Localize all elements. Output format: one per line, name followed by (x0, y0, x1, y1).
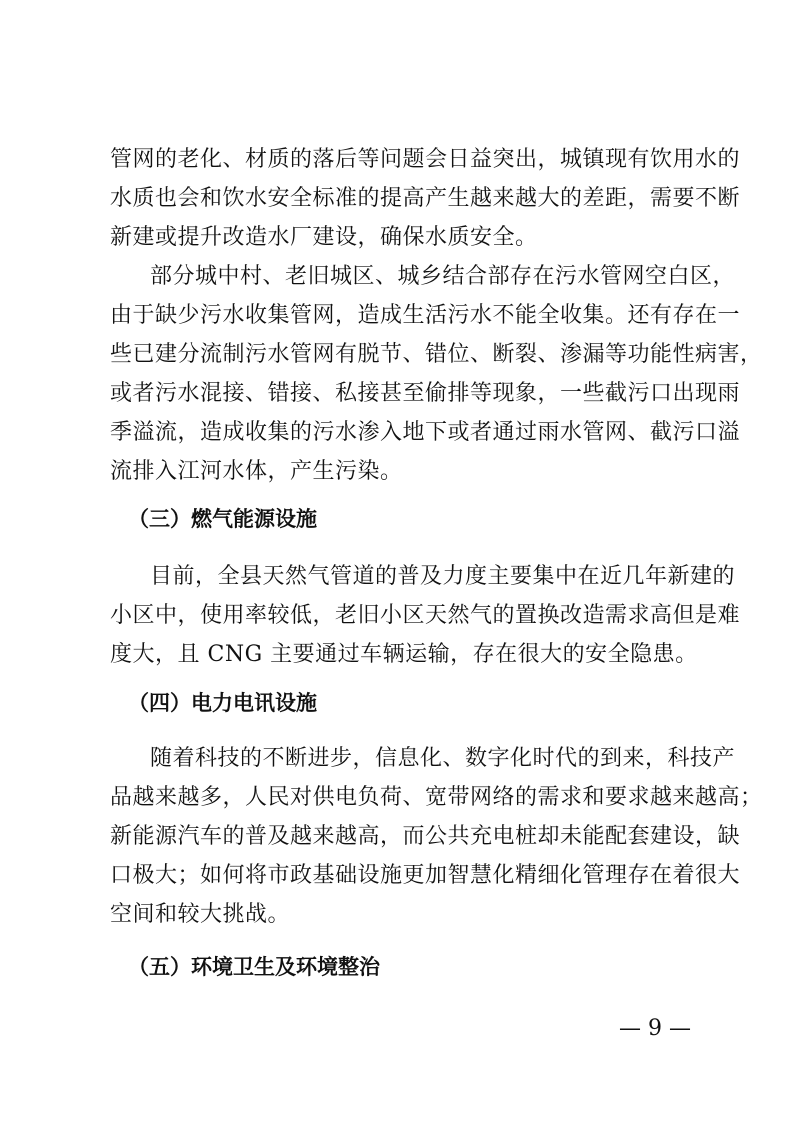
paragraph-line: 或者污水混接、错接、私接甚至偷排等现象，一些截污口出现雨 (110, 381, 741, 406)
section-heading: （五）环境卫生及环境整治 (128, 955, 380, 979)
paragraph-line: 口极大；如何将市政基础设施更加智慧化精细化管理存在着很大 (110, 863, 741, 888)
paragraph-line: 部分城中村、老旧城区、城乡结合部存在污水管网空白区， (150, 264, 736, 289)
paragraph-line: 新建或提升改造水厂建设，确保水质安全。 (110, 225, 538, 250)
paragraph-line: 管网的老化、材质的落后等问题会日益突出，城镇现有饮用水的 (110, 147, 741, 172)
paragraph-line: 水质也会和饮水安全标准的提高产生越来越大的差距，需要不断 (110, 186, 741, 211)
paragraph-line: 流排入江河水体，产生污染。 (110, 459, 403, 484)
paragraph-line: 随着科技的不断进步，信息化、数字化时代的到来，科技产 (150, 746, 736, 771)
paragraph-line: 季溢流，造成收集的污水渗入地下或者通过雨水管网、截污口溢 (110, 420, 741, 445)
paragraph-line: 空间和较大挑战。 (110, 902, 291, 927)
paragraph-line: 些已建分流制污水管网有脱节、错位、断裂、渗漏等功能性病害， (110, 342, 763, 367)
paragraph-line: 由于缺少污水收集管网，造成生活污水不能全收集。还有存在一 (110, 303, 741, 328)
page-number: — 9 — (619, 1016, 691, 1041)
section-heading: （三）燃气能源设施 (128, 507, 317, 531)
paragraph-line: 度大，且 CNG 主要通过车辆运输，存在很大的安全隐患。 (110, 642, 698, 667)
paragraph-line: 新能源汽车的普及越来越高，而公共充电桩却未能配套建设，缺 (110, 824, 741, 849)
paragraph-line: 品越来越多，人民对供电负荷、宽带网络的需求和要求越来越高； (110, 785, 763, 810)
paragraph-line: 小区中，使用率较低，老旧小区天然气的置换改造需求高但是难 (110, 603, 741, 628)
paragraph-line: 目前，全县天然气管道的普及力度主要集中在近几年新建的 (150, 564, 736, 589)
section-heading: （四）电力电讯设施 (128, 691, 317, 715)
